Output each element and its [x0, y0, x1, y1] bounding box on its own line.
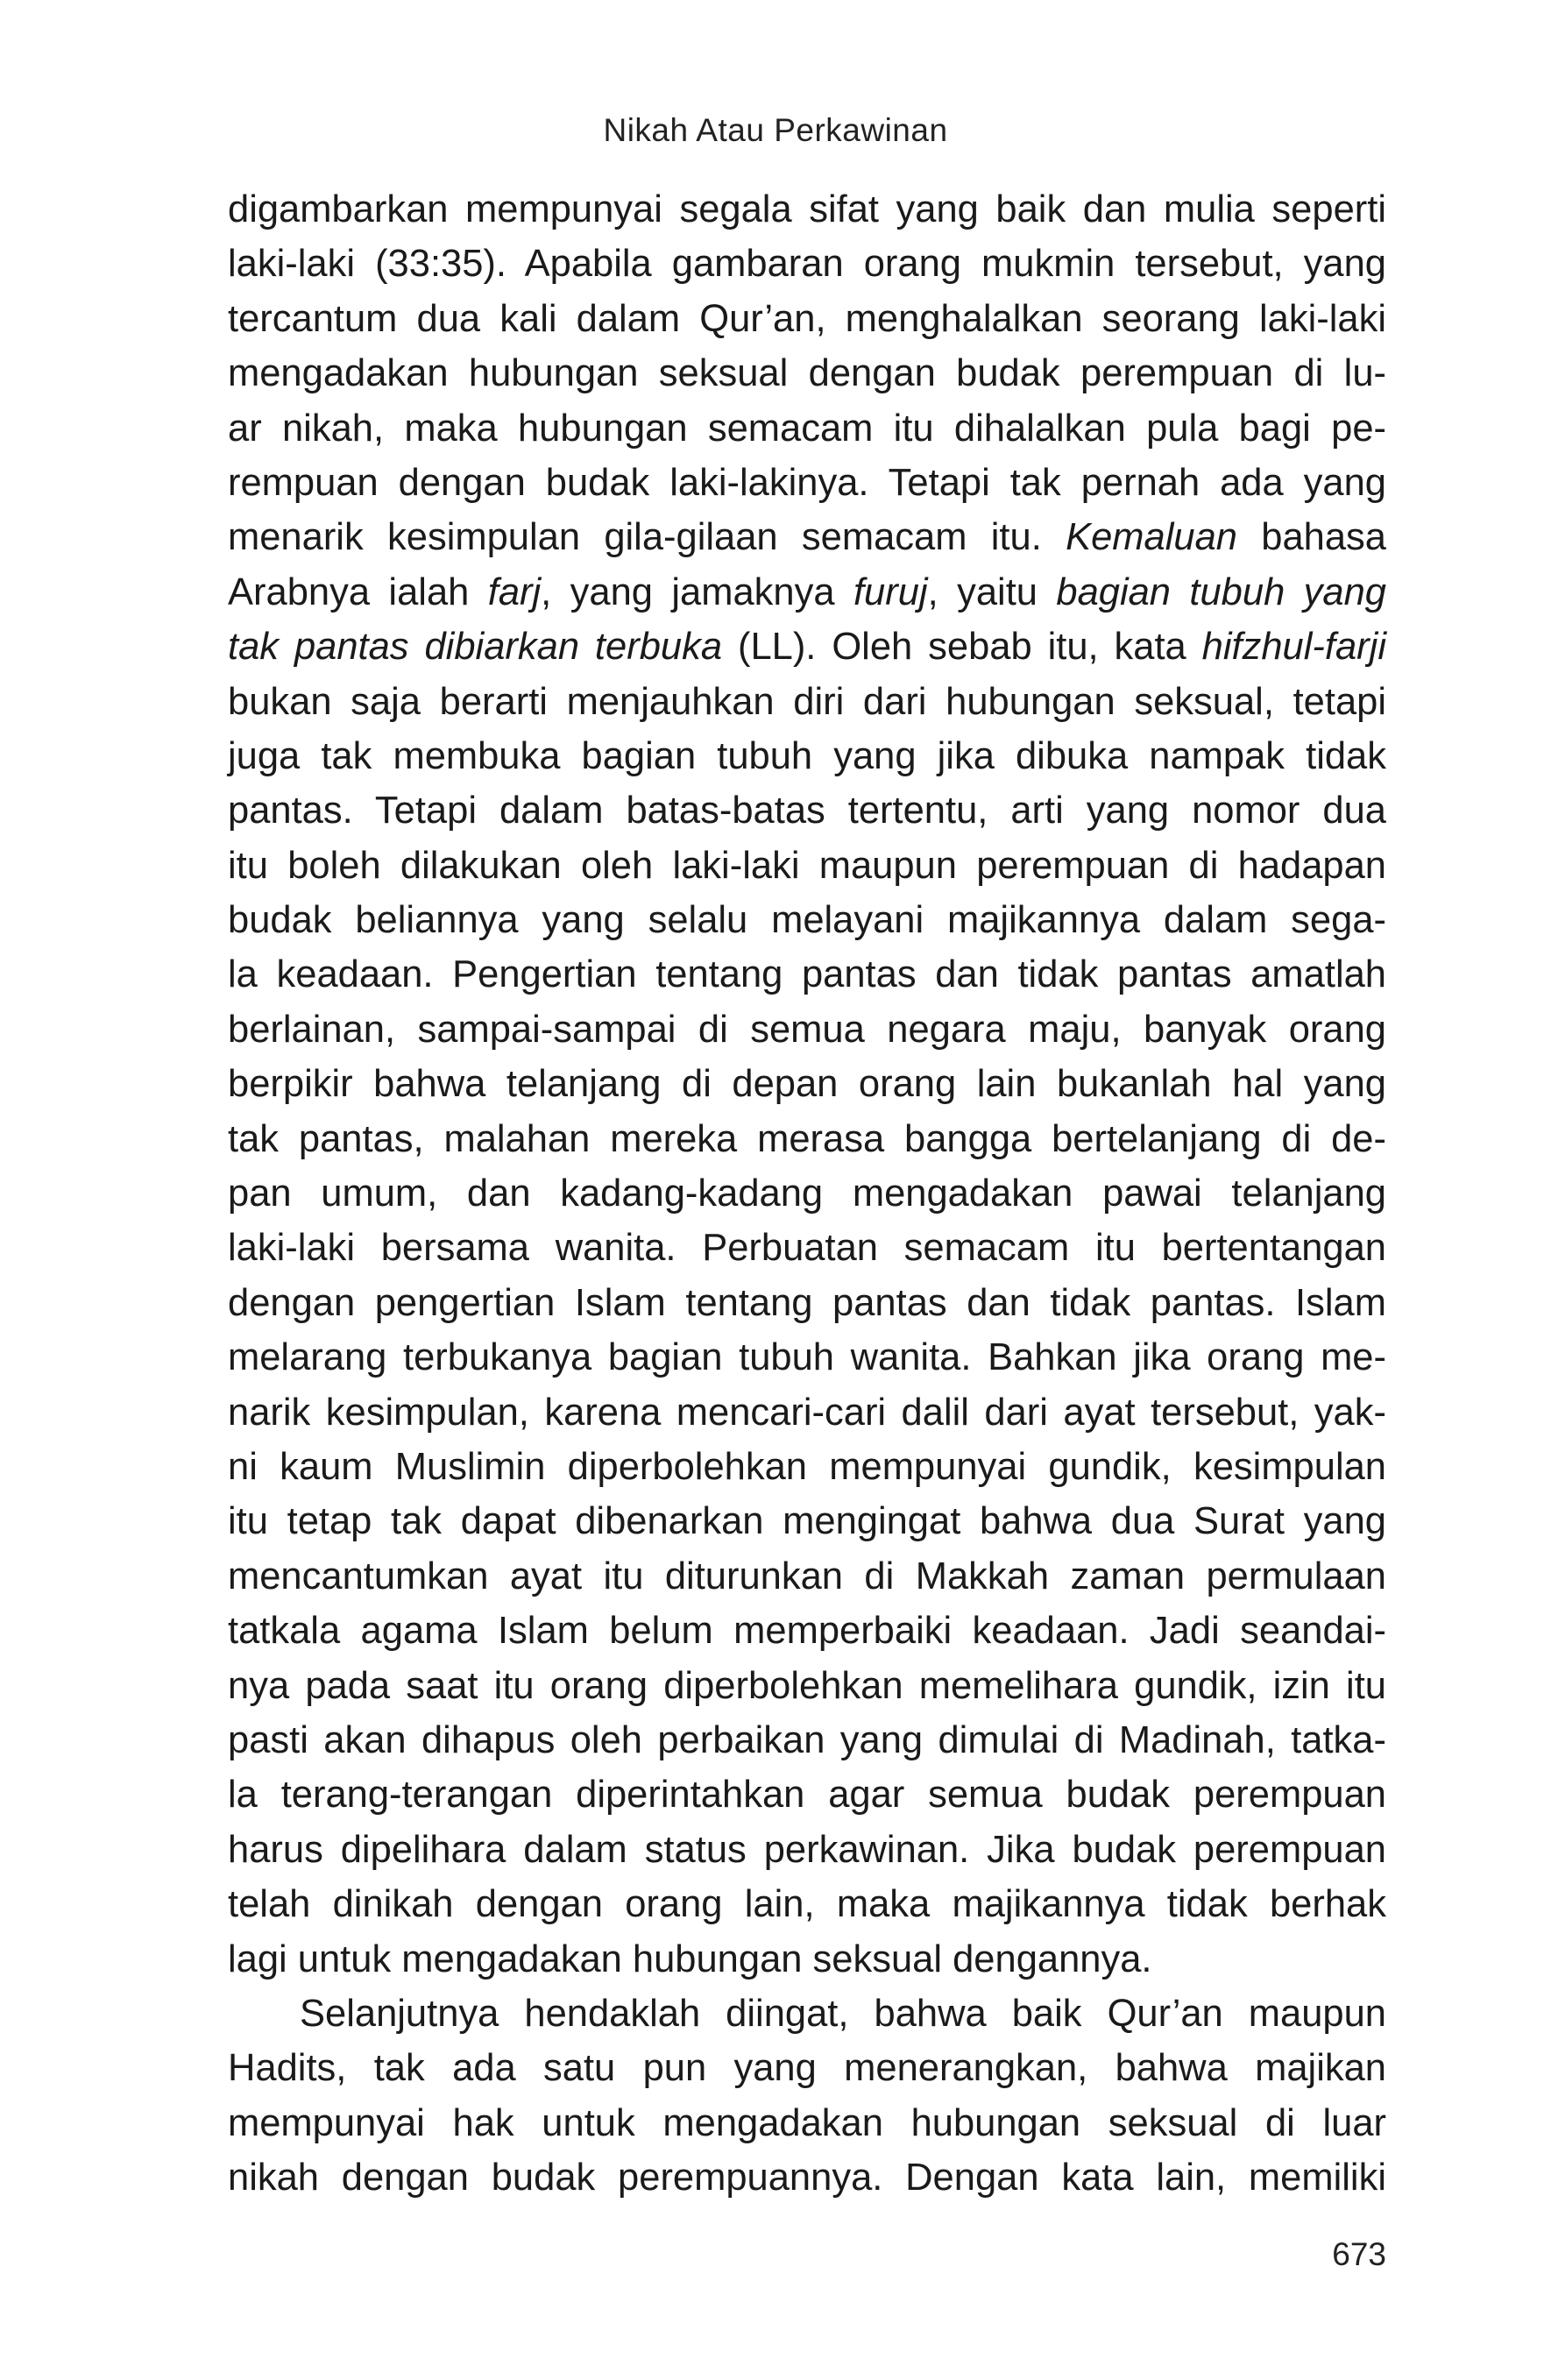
- text-line: [228, 456, 1386, 510]
- text-line: [228, 510, 1386, 564]
- text-segment: bahasa: [1236, 516, 1386, 559]
- text-line: [228, 1549, 1386, 1604]
- text-line: [228, 893, 1386, 947]
- text-segment: juga tak membuka bagian tubuh yang jika dibuka nampak tidak: [228, 734, 1386, 777]
- text-segment: menarik kesimpulan gila-gilaan semacam itu.: [228, 516, 1066, 559]
- text-line: [228, 729, 1386, 783]
- text-segment: telah dinikah dengan orang lain, maka majikannya tidak berhak: [228, 1883, 1386, 1926]
- text-segment: pasti akan dihapus oleh perbaikan yang dimulai di Madinah, tatka-: [228, 1718, 1386, 1761]
- text-line: [228, 1002, 1386, 1057]
- text-line: [228, 1823, 1386, 1877]
- text-line: [228, 292, 1386, 346]
- text-line: [228, 947, 1386, 1002]
- text-segment: ar nikah, maka hubungan semacam itu dihalalkan pula bagi pe-: [228, 407, 1386, 450]
- text-segment: dengan pengertian Islam tentang pantas dan tidak pantas. Islam: [228, 1281, 1386, 1324]
- text-line: [228, 1276, 1386, 1330]
- text-line: [228, 1330, 1386, 1385]
- text-segment: tercantum dua kali dalam Qur’an, menghalalkan seorang laki-laki: [228, 297, 1386, 340]
- italic-term: Kemaluan: [1066, 516, 1237, 559]
- text-segment: nya pada saat itu orang diperbolehkan memelihara gundik, izin itu: [228, 1664, 1386, 1707]
- text-line: [228, 1877, 1386, 1931]
- text-segment: harus dipelihara dalam status perkawinan. Jika budak perempuan: [228, 1828, 1386, 1871]
- text-line: [228, 2150, 1386, 2205]
- text-line: [228, 2041, 1386, 2095]
- text-segment: pantas. Tetapi dalam batas-batas tertentu, arti yang nomor dua: [228, 790, 1386, 832]
- text-segment: mengadakan hubungan seksual dengan budak perempuan di lu-: [228, 352, 1386, 395]
- text-segment: (LL). Oleh sebab itu, kata: [722, 626, 1202, 669]
- text-segment: , yang jamaknya: [541, 570, 853, 613]
- text-line: [228, 1112, 1386, 1166]
- italic-term: hifzhul-farji: [1201, 626, 1386, 669]
- text-line: [228, 1604, 1386, 1658]
- text-segment: nikah dengan budak perempuannya. Dengan kata lain, memiliki: [228, 2157, 1386, 2199]
- text-line: [228, 1932, 1386, 1987]
- text-segment: melarang terbukanya bagian tubuh wanita. Bahkan jika orang me-: [228, 1336, 1386, 1379]
- text-line: [228, 182, 1386, 237]
- text-line: [228, 620, 1386, 674]
- text-line: [228, 1440, 1386, 1494]
- text-line: [228, 1987, 1386, 2041]
- text-line: [228, 565, 1386, 620]
- text-line: [228, 1166, 1386, 1221]
- text-segment: mempunyai hak untuk mengadakan hubungan seksual di luar: [228, 2101, 1386, 2144]
- text-line: [228, 346, 1386, 400]
- text-segment: , yaitu: [927, 570, 1057, 613]
- text-segment: tatkala agama Islam belum memperbaiki keadaan. Jadi seandai-: [228, 1610, 1386, 1653]
- text-segment: laki-laki bersama wanita. Perbuatan semacam itu bertentangan: [228, 1227, 1386, 1270]
- text-segment: la terang-terangan diperintahkan agar semua budak perempuan: [228, 1774, 1386, 1817]
- text-segment: la keadaan. Pengertian tentang pantas dan tidak pantas amatlah: [228, 953, 1386, 996]
- text-segment: tak pantas, malahan mereka merasa bangga bertelanjang di de-: [228, 1117, 1386, 1160]
- text-line: [228, 1494, 1386, 1548]
- text-segment: mencantumkan ayat itu diturunkan di Makkah zaman permulaan: [228, 1555, 1386, 1597]
- text-segment: laki-laki (33:35). Apabila gambaran orang mukmin tersebut, yang: [228, 243, 1386, 286]
- text-segment: pan umum, dan kadang-kadang mengadakan pawai telanjang: [228, 1172, 1386, 1215]
- text-line: [228, 237, 1386, 291]
- page-number: 673: [1332, 2236, 1386, 2272]
- text-line: [228, 839, 1386, 893]
- text-line: [228, 401, 1386, 456]
- text-segment: ni kaum Muslimin diperbolehkan mempunyai gundik, kesimpulan: [228, 1445, 1386, 1488]
- text-line: [228, 1385, 1386, 1440]
- text-segment: Arabnya ialah: [228, 570, 488, 613]
- paragraph: [228, 1987, 1386, 2206]
- text-line: [228, 783, 1386, 838]
- text-line: [228, 1767, 1386, 1822]
- text-segment: berlainan, sampai-sampai di semua negara maju, banyak orang: [228, 1008, 1386, 1051]
- italic-term: bagian tubuh yang: [1056, 570, 1386, 613]
- text-line: [228, 1713, 1386, 1767]
- text-segment: narik kesimpulan, karena mencari-cari dalil dari ayat tersebut, yak-: [228, 1391, 1386, 1434]
- text-segment: itu tetap tak dapat dibenarkan mengingat bahwa dua Surat yang: [228, 1500, 1386, 1543]
- italic-term: furuj: [853, 570, 928, 613]
- text-segment: lagi untuk mengadakan hubungan seksual dengannya.: [228, 1937, 1152, 1980]
- body-text: [228, 182, 1386, 2205]
- text-segment: bukan saja berarti menjauhkan diri dari hubungan seksual, tetapi: [228, 680, 1386, 723]
- text-segment: Hadits, tak ada satu pun yang menerangkan, bahwa majikan: [228, 2047, 1386, 2090]
- text-segment: Selanjutnya hendaklah diingat, bahwa baik Qur’an maupun: [300, 1992, 1386, 2035]
- text-line: [228, 675, 1386, 729]
- text-segment: berpikir bahwa telanjang di depan orang lain bukanlah hal yang: [228, 1063, 1386, 1106]
- text-segment: rempuan dengan budak laki-lakinya. Tetapi tak pernah ada yang: [228, 461, 1386, 504]
- italic-term: farj: [487, 570, 542, 613]
- text-line: [228, 1221, 1386, 1275]
- text-segment: itu boleh dilakukan oleh laki-laki maupun perempuan di hadapan: [228, 844, 1386, 887]
- paragraph: [228, 182, 1386, 1987]
- text-segment: digambarkan mempunyai segala sifat yang baik dan mulia seperti: [228, 188, 1386, 230]
- text-line: [228, 2096, 1386, 2150]
- text-line: [228, 1659, 1386, 1713]
- italic-term: tak pantas dibiarkan terbuka: [228, 626, 723, 669]
- text-segment: budak beliannya yang selalu melayani majikannya dalam sega-: [228, 899, 1386, 942]
- running-header: Nikah Atau Perkawinan: [603, 112, 948, 148]
- text-line: [228, 1057, 1386, 1111]
